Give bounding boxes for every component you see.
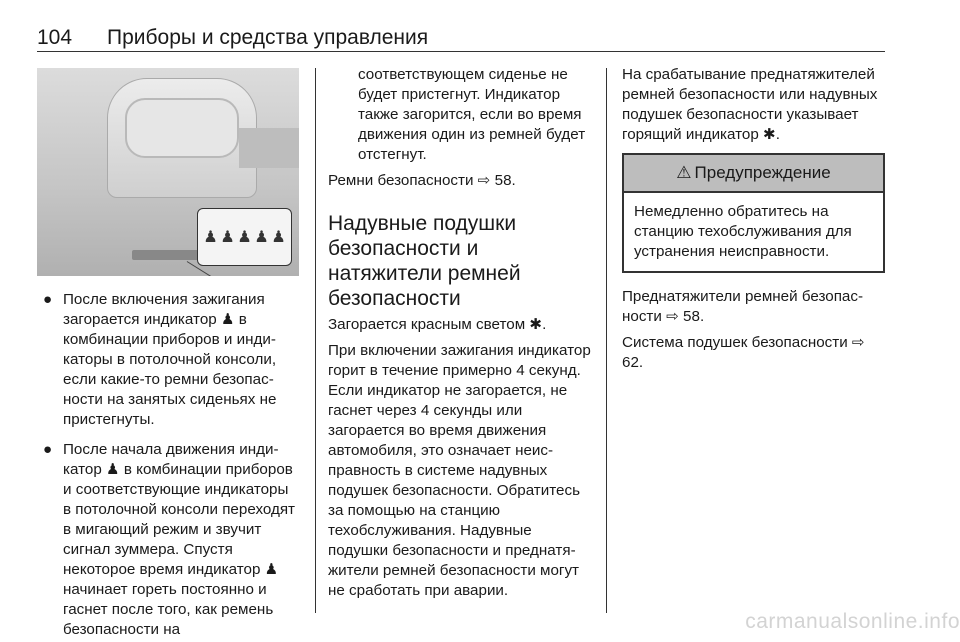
page-header [37, 22, 885, 52]
list-item: ● После начала движения индикатор ♟ в комбинации приборов и соответствующие индикаторы в потолочной консоли переходят в мигающий режим и звучит сигнал зуммера. Спустя некоторое время индикатор ♟ начинает гореть постоянно и гаснет после того, как ремень безопасности на [43, 441, 296, 638]
airbag-icon: ✱ [763, 126, 776, 143]
column-divider-left [315, 68, 316, 613]
column-1 [37, 290, 299, 642]
interior-lamp [125, 98, 239, 158]
column-3 [622, 65, 885, 379]
list-item: ● После включения зажигания загорается индикатор ♟ в комбинации приборов и индикаторы в потолочной консоли, если какие-то ремни безопасности на занятых сиденьях не пристегнуты. [43, 291, 277, 428]
column-divider-right [606, 68, 607, 613]
seatbelt-icon: ♟ [264, 561, 279, 578]
warning-box [622, 153, 885, 273]
bullet-list [37, 290, 299, 640]
indicator-closeup [197, 208, 292, 266]
airbag-icon: ✱ [529, 316, 543, 333]
seatbelt-icon: ♟ [254, 229, 269, 246]
column-2 [328, 65, 596, 607]
page-ref-arrow-icon: ⇨ [666, 308, 679, 325]
page-reference: Ремни безопасности ⇨ 58. [328, 172, 516, 189]
page-reference: Система подушек безопасности ⇨ 62. [622, 334, 865, 371]
paragraph: При включении зажигания индикатор горит в течение примерно 4 секунд. Если индикатор не загорается, не гаснет через 4 секунды или загорается во время движения автомобиля, это означает неисправность в системе надувных подушек безопасности. Обратитесь за помощью на станцию техобслуживания. Надувные подушки безопасности и преднатяжители ремней безопасности могут не сработать при аварии. [328, 342, 591, 599]
watermark: carmanualsonline.info [745, 610, 960, 633]
warning-body: Немедленно обратитесь на станцию техобслуживания для устранения неисправности. [634, 203, 852, 260]
page-title: Приборы и средства управления [107, 26, 429, 49]
warning-title: ⚠ Предупреждение [624, 155, 883, 193]
section-heading: Надувные подушки безопасности и натяжители ремней безопасности [328, 212, 521, 310]
seatbelt-icon: ♟ [220, 229, 235, 246]
paragraph: На срабатывание преднатяжителей ремней безопасности или надувных подушек безопасности указывает горящий индикатор ✱. [622, 66, 878, 143]
overhead-console-illustration [37, 68, 299, 276]
seatbelt-icon: ♟ [220, 311, 235, 328]
bullet-dot: ● [43, 441, 53, 458]
seatbelt-icon: ♟ [106, 461, 120, 478]
bullet-dot: ● [43, 291, 53, 308]
seatbelt-icon: ♟ [271, 229, 286, 246]
page-ref-arrow-icon: ⇨ [851, 334, 865, 351]
paragraph: Загорается красным светом ✱. [328, 316, 547, 333]
seatbelt-icon: ♟ [203, 229, 218, 246]
seatbelt-icon: ♟ [237, 229, 252, 246]
warning-triangle-icon: ⚠ [676, 163, 692, 182]
page-number: 104 [37, 26, 73, 49]
page-reference: Преднатяжители ремней безопасности ⇨ 58. [622, 288, 864, 325]
sun-visor [239, 128, 299, 168]
continued-text: соответствующем сиденье не будет пристегнут. Индикатор также загорится, если во время движения один из ремней будет отстегнут. [358, 66, 586, 163]
page-ref-arrow-icon: ⇨ [477, 172, 491, 189]
